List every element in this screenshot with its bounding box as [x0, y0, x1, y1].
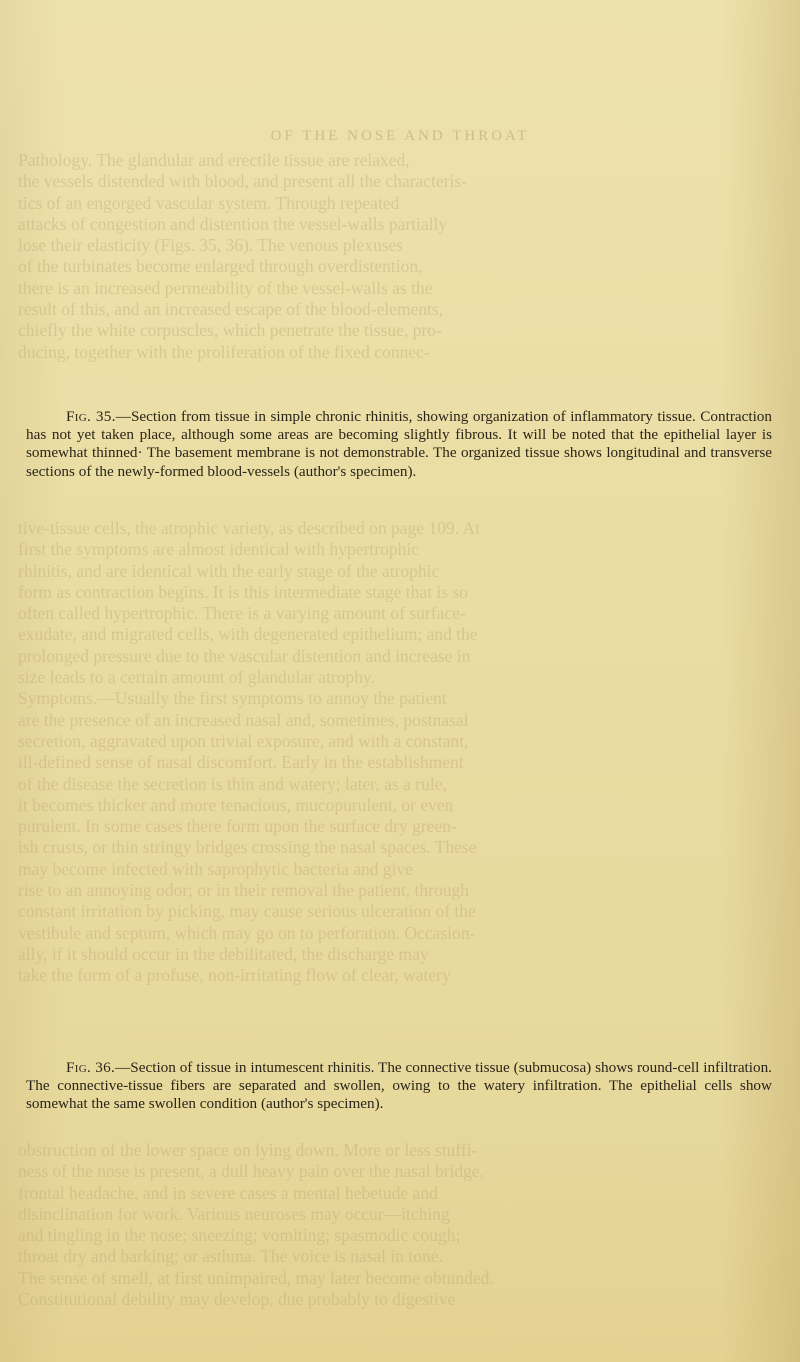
figure-35-label: Fig. 35.	[66, 408, 116, 425]
running-head: OF THE NOSE AND THROAT	[270, 128, 530, 144]
figure-35-caption	[26, 408, 772, 481]
figure-36-label: Fig. 36.	[66, 1059, 116, 1076]
figure-35-text: —Section from tissue in simple chronic rhinitis, showing organization of inflammatory tissue. Contraction has not yet taken place, although some areas are becoming slightly fibrous. It will be noted that the epithelial layer is somewhat thinned· The basement membrane is not demonstrable. The organized tissue shows longitudinal and transverse sections of the newly-formed blood-vessels (author's specimen).	[26, 408, 772, 480]
figure-36-text: —Section of tissue in intumescent rhinitis. The connective tissue (submucosa) shows round-cell infiltration. The connective-tissue fibers are separated and swollen, owing to the watery infiltration. The epithelial cells show somewhat the same swollen condition (author's specimen).	[26, 1059, 772, 1113]
show-through-text-bottom: obstruction of the lower space on lying down. More or less stuffi- ness of the nose is present, a dull heavy pain over the nasal bridge, frontal headache, and in severe cases a mental hebetude and disinclination for work. Various neuroses may occur—itching and tingling in the nose; sneezing; vomiting; spasmodic cough; throat dry and barking; or asthma. The voice is nasal in tone. The sense of smell, at first unimpaired, may later become obtunded. Constitutional debility may develop, due probably to digestive	[18, 1140, 494, 1310]
show-through-text-middle: tive-tissue cells, the atrophic variety, as described on page 109. At first the symptoms are almost identical with hypertrophic rhinitis, and are identical with the early stage of the atrophic form as contraction begins. It is this intermediate stage that is so often called hypertrophic. There is a varying amount of surface- exudate, and migrated cells, with degenerated epithelium; and the prolonged pressure due to the vascular distention and increase in size leads to a certain amount of glandular atrophy. Symptoms.—Usually the first symptoms to annoy the patient are the presence of an increased nasal and, sometimes, postnasal secretion, aggravated upon trivial exposure, and with a constant, ill-defined sense of nasal discomfort. Early in the establishment of the disease the secretion is thin and watery; later, as a rule, it becomes thicker and more tenacious, mucopurulent, or even purulent. In some cases there form upon the surface dry green- ish crusts, or thin stringy bridges crossing the nasal spaces. These may become infected with saprophytic bacteria and give rise to an annoying odor; or in their removal the patient, through constant irritation by picking, may cause serious ulceration of the vestibule and septum, which may go on to perforation. Occasion- ally, if it should occur in the debilitated, the discharge may take the form of a profuse, non-irritating flow of clear, watery	[18, 518, 480, 986]
show-through-text-top: Pathology. The glandular and erectile tissue are relaxed, the vessels distended with blood, and present all the characteris- tics of an engorged vascular system. Through repeated attacks of congestion and distention the vessel-walls partially lose their elasticity (Figs. 35, 36). The venous plexuses of the turbinates become enlarged through overdistention, there is an increased permeability of the vessel-walls as the result of this, and an increased escape of the blood-elements, chiefly the white corpuscles, which penetrate the tissue, pro- ducing, together with the proliferation of the fixed connec-	[18, 150, 468, 362]
figure-36-caption	[26, 1059, 772, 1114]
